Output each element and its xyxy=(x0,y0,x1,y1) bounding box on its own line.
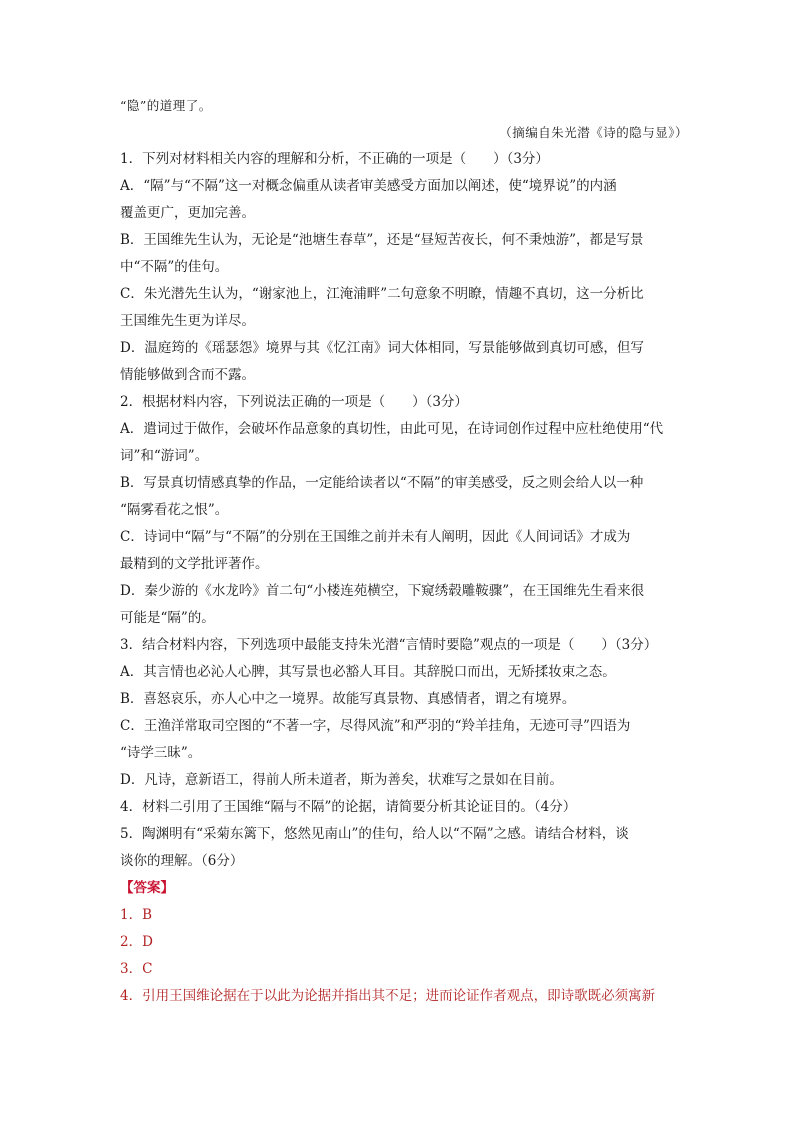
option-d: D．秦少游的《水龙吟》首二句“小楼连苑横空，下窥绣毂雕鞍骤”，在王国维先生看来很 xyxy=(120,583,645,599)
option-b: B．王国维先生认为，无论是“池塘生春草”，还是“昼短苦夜长，何不秉烛游”，都是写景 xyxy=(120,232,644,248)
answer-2: 2．D xyxy=(120,934,153,950)
question-stem: 5．陶渊明有“采菊东篱下，悠然见南山”的佳句，给人以“不隔”之感。请结合材料，谈 xyxy=(120,826,629,842)
option-d: D．凡诗，意新语工，得前人所未道者，斯为善矣，状难写之景如在目前。 xyxy=(120,772,563,788)
answer-4: 4．引用王国维论据在于以此为论据并指出其不足；进而论证作者观点，即诗歌既必须寓新 xyxy=(120,988,656,1004)
question-stem: 1．下列对材料相关内容的理解和分析，不正确的一项是（ ）（3分） xyxy=(120,151,549,167)
question-stem: 3．结合材料内容，下列选项中最能支持朱光潜“言情时要隐”观点的一项是（ ）（3分） xyxy=(120,637,658,653)
option-c-cont: 最精到的文学批评著作。 xyxy=(120,556,269,572)
question-5 xyxy=(120,821,680,875)
option-b: B．写景真切情感真挚的作品，一定能给读者以“不隔”的审美感受，反之则会给人以一种 xyxy=(120,475,644,491)
question-1 xyxy=(120,146,680,389)
option-c: C．朱光潜先生认为，“谢家池上，江淹浦畔”二句意象不明瞭，情趣不真切，这一分析比 xyxy=(120,286,644,302)
option-d-cont: 可能是“隔”的。 xyxy=(120,610,215,626)
option-a-cont: 词”和“游词”。 xyxy=(120,448,209,464)
option-c: C．王渔洋常取司空图的“不著一字，尽得风流”和严羽的“羚羊挂角，无迹可寻”四语为 xyxy=(120,718,631,734)
option-a: A．其言情也必沁人心脾，其写景也必豁人耳目。其辞脱口而出，无矫揉妆束之态。 xyxy=(120,664,616,680)
option-b: B．喜怒哀乐，亦人心中之一境界。故能写真景物、真感情者，谓之有境界。 xyxy=(120,691,576,707)
question-stem-cont: 谈你的理解。（6分） xyxy=(120,853,244,869)
answer-list xyxy=(120,902,680,1010)
option-a: A．“隔”与“不隔”这一对概念偏重从读者审美感受方面加以阐述，使“境界说”的内涵 xyxy=(120,178,617,194)
option-c-cont: “诗学三昧”。 xyxy=(120,745,202,761)
option-a: A．遣词过于做作，会破坏作品意象的真切性，由此可见，在诗词创作过程中应杜绝使用“代 xyxy=(120,421,664,437)
option-b-cont: “隔雾看花之恨”。 xyxy=(120,502,229,518)
answer-1: 1．B xyxy=(120,907,153,923)
answer-heading: 【答案】 xyxy=(120,880,174,896)
source-citation: （摘编自朱光潜《诗的隐与显》） xyxy=(499,125,688,140)
question-2 xyxy=(120,389,680,632)
intro-tail: “隐”的道理了。 xyxy=(120,98,212,113)
answer-3: 3．C xyxy=(120,961,153,977)
option-c: C．诗词中“隔”与“不隔”的分别在王国维之前并未有人阐明，因此《人间词话》才成为 xyxy=(120,529,631,545)
question-stem: 2．根据材料内容，下列说法正确的一项是（ ）（3分） xyxy=(120,394,468,410)
question-stem: 4．材料二引用了王国维“隔与不隔”的论据，请简要分析其论证目的。（4分） xyxy=(120,799,577,815)
option-d-cont: 情能够做到含而不露。 xyxy=(120,367,255,383)
question-4 xyxy=(120,794,680,821)
option-d: D．温庭筠的《瑶瑟怨》境界与其《忆江南》词大体相同，写景能够做到真切可感，但写 xyxy=(120,340,644,356)
option-a-cont: 覆盖更广，更加完善。 xyxy=(120,205,255,221)
option-b-cont: 中“不隔”的佳句。 xyxy=(120,259,229,275)
document-content xyxy=(120,92,688,1010)
question-3 xyxy=(120,632,680,794)
option-c-cont: 王国维先生更为详尽。 xyxy=(120,313,255,329)
